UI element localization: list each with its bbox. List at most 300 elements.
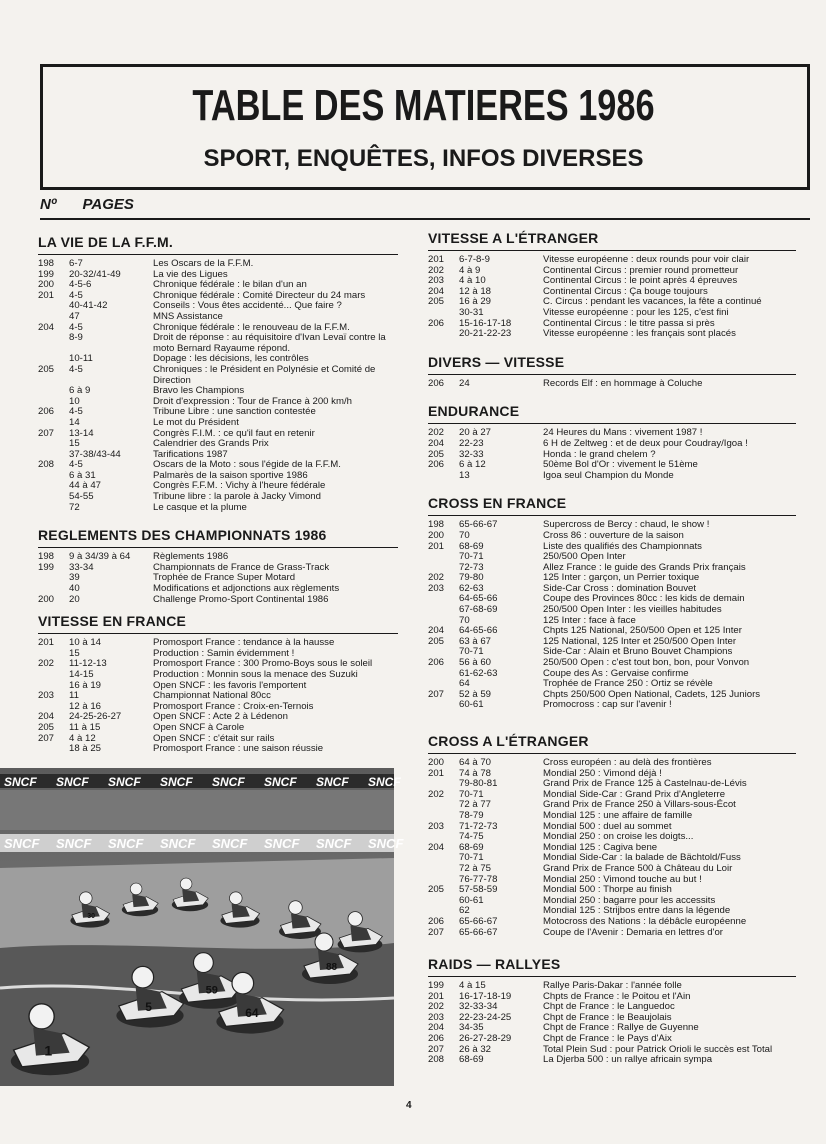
issue-number: 208 [428, 1054, 445, 1066]
section-rule [428, 250, 796, 251]
toc-row [428, 329, 796, 340]
page-range: 18 à 25 [69, 743, 102, 755]
article-title: Chpt de France : le Beaujolais [543, 1011, 672, 1023]
toc-row [38, 365, 398, 386]
page-range: 65-66-67 [459, 519, 498, 531]
page-range: 4 à 15 [459, 980, 486, 992]
page-range: 10-11 [69, 353, 93, 365]
page-range: 26 à 32 [459, 1043, 492, 1055]
page-range: 20-32/41-49 [69, 268, 121, 280]
issue-number: 204 [428, 625, 445, 637]
issue-number: 200 [428, 529, 445, 541]
sncf-banner-text: SNCF [368, 836, 404, 851]
page-range: 40-41-42 [69, 300, 108, 312]
issue-number [428, 594, 459, 605]
section-rule [428, 753, 796, 754]
issue-number [428, 308, 459, 319]
issue-number [428, 864, 459, 875]
toc-section [428, 230, 796, 340]
toc-row [38, 723, 398, 734]
section-title: CROSS EN FRANCE [428, 495, 567, 512]
issue-number: 204 [38, 711, 55, 723]
issue-number: 205 [428, 448, 445, 460]
article-title: Continental Circus : Ça bouge toujours [543, 285, 708, 297]
article-title: MNS Assistance [153, 310, 223, 322]
article-title: Tarifications 1987 [153, 448, 228, 460]
page-range: 64 [459, 678, 470, 690]
toc-row [38, 595, 398, 606]
issue-number: 200 [428, 757, 445, 768]
page-range: 56 à 60 [459, 657, 492, 669]
article-title: Continental Circus : le titre passa si près [543, 317, 715, 329]
article-title: 6 H de Zeltweg : et de deux pour Coudray/Igoa ! [543, 437, 748, 449]
page-range: 26-27-28-29 [459, 1033, 512, 1045]
article-title: Igoa seul Champion du Monde [543, 469, 674, 481]
article-title: 24 Heures du Mans : vivement 1987 ! [543, 427, 703, 439]
page-range: 4 à 10 [459, 275, 486, 287]
article-title: Chronique fédérale : le bilan d'un an [153, 279, 307, 291]
article-title: Grand Prix de France 250 à Villars-sous-Écot [543, 799, 736, 811]
issue-number: 204 [428, 841, 445, 853]
page-range: 68-69 [459, 540, 484, 552]
page-range: 11-12-13 [69, 658, 107, 670]
article-title: Mondial Side-Car : la balade de Bächtold/Fuss [543, 852, 741, 864]
issue-number [428, 811, 459, 822]
article-title: C. Circus : pendant les vacances, la fête a continué [543, 296, 762, 308]
page-range: 11 à 15 [69, 721, 101, 733]
toc-row [428, 928, 796, 939]
page-range: 34-35 [459, 1022, 484, 1034]
article-title: Side-Car Cross : domination Bouvet [543, 582, 697, 594]
page-range: 76-77-78 [459, 873, 498, 885]
section-title: LA VIE DE LA F.F.M. [38, 234, 173, 250]
article-title: Mondial 500 : Thorpe au finish [543, 884, 672, 896]
toc-section [38, 234, 398, 513]
sncf-banner-text: SNCF [160, 775, 193, 789]
page-range: 16-17-18-19 [459, 990, 512, 1002]
page-range: 62 [459, 905, 470, 917]
article-title: Mondial 500 : duel au sommet [543, 820, 672, 832]
toc-row [428, 700, 796, 711]
article-title: Total Plein Sud : pour Patrick Orioli le succès est Total [543, 1043, 773, 1055]
page-range: 14 [69, 416, 80, 428]
toc-section [428, 403, 796, 481]
issue-number: 201 [428, 254, 445, 265]
article-title: 250/500 Open Inter : les vieilles habitudes [543, 604, 722, 616]
page-range: 68-69 [459, 841, 484, 853]
issue-number: 205 [428, 296, 445, 308]
page-range: 40 [69, 583, 80, 595]
article-title: Promosport France : tendance à la hausse [153, 637, 335, 649]
section-rule [38, 254, 398, 255]
page-range: 63 à 67 [459, 635, 492, 647]
section-title: RAIDS — RALLYES [428, 956, 561, 973]
page-range: 10 [69, 395, 80, 407]
page-number: 4 [406, 1100, 412, 1111]
issue-number: 200 [38, 279, 55, 291]
article-title: Oscars de la Moto : sous l'égide de la F.F.M. [153, 459, 341, 471]
issue-number: 198 [38, 551, 55, 563]
article-title: Droit d'expression : Tour de France à 200 km/h [153, 395, 352, 407]
issue-number [38, 333, 69, 354]
page-range: 6 à 12 [459, 459, 486, 471]
toc-row [428, 308, 796, 319]
article-title: Tribune libre : la parole à Jacky Vimond [153, 491, 321, 503]
issue-number [428, 471, 459, 482]
toc-row [38, 259, 398, 270]
issue-number [428, 605, 459, 616]
issue-number: 198 [428, 519, 445, 531]
article-title: Cross 86 : ouverture de la saison [543, 529, 684, 541]
page-range: 65-66-67 [459, 926, 498, 938]
issue-number: 201 [428, 767, 445, 779]
issue-number: 201 [428, 990, 445, 1002]
page-range: 13-14 [69, 427, 94, 439]
toc-row [38, 333, 398, 354]
toc-row [428, 1055, 796, 1066]
article-title: Vitesse européenne : deux rounds pour voir clair [543, 254, 750, 265]
article-title: Coupe de l'Avenir : Demaria en lettres d'or [543, 926, 723, 938]
page-range: 61-62-63 [459, 667, 498, 679]
page-range: 4-5-6 [69, 279, 92, 291]
page-range: 54-55 [69, 491, 94, 503]
issue-number: 208 [38, 459, 55, 471]
issue-number: 207 [428, 1043, 445, 1055]
article-title: Trophée de France 250 : Ortiz se révèle [543, 678, 713, 690]
article-title: Dopage : les décisions, les contrôles [153, 353, 309, 365]
issue-number [38, 439, 69, 450]
article-title: Motocross des Nations : la débâcle européenne [543, 915, 747, 927]
article-title: 50ème Bol d'Or : vivement le 51ème [543, 459, 698, 471]
article-title: Promosport France : 300 Promo-Boys sous le soleil [153, 658, 373, 670]
article-title: Mondial 250 : Vimond touche au but ! [543, 873, 702, 885]
article-title: Open SNCF : les favoris l'emportent [153, 679, 307, 691]
article-title: Chronique fédérale : le renouveau de la F.F.M. [153, 321, 350, 333]
page-range: 6-7-8-9 [459, 254, 490, 265]
page-range: 20-21-22-23 [459, 328, 512, 340]
issue-number [428, 800, 459, 811]
article-title: Continental Circus : le point après 4 épreuves [543, 275, 738, 287]
toc-row [428, 531, 796, 542]
toc-row [38, 312, 398, 323]
page-range: 71-72-73 [459, 820, 498, 832]
article-title: 125 National, 125 Inter et 250/500 Open Inter [543, 635, 737, 647]
article-title: 125 Inter : garçon, un Perrier toxique [543, 572, 700, 584]
article-title: Chpts 250/500 Open National, Cadets, 125 Juniors [543, 688, 761, 700]
sncf-banner-text: SNCF [108, 836, 144, 851]
section-rule [428, 374, 796, 375]
page-range: 4 à 9 [459, 264, 481, 276]
issue-number: 202 [428, 788, 445, 800]
page-range: 47 [69, 310, 80, 322]
page-range: 33-34 [69, 561, 94, 573]
issue-number: 207 [38, 732, 55, 744]
issue-number: 205 [38, 363, 55, 375]
issue-number: 203 [38, 690, 55, 702]
sncf-banner-text: SNCF [108, 775, 141, 789]
article-title: Tribune Libre : une sanction contestée [153, 406, 316, 418]
sncf-banner-text: SNCF [4, 775, 37, 789]
section-rule [428, 976, 796, 977]
article-title: Promosport France : une saison réussie [153, 743, 324, 755]
toc-row [38, 418, 398, 429]
page-range: 15 [69, 438, 80, 450]
issue-number: 203 [428, 582, 445, 594]
toc-section [428, 733, 796, 938]
col-pages-label: PAGES [82, 196, 134, 213]
issue-number [428, 329, 459, 340]
article-title: Liste des qualifiés des Championnats [543, 540, 702, 552]
sncf-banner-text: SNCF [212, 836, 248, 851]
issue-number: 207 [428, 688, 445, 700]
issue-number [428, 896, 459, 907]
page-range: 30-31 [459, 306, 484, 318]
page-range: 16 à 19 [69, 679, 102, 691]
article-title: Open SNCF : Acte 2 à Lédenon [153, 711, 288, 723]
section-rule [38, 633, 398, 634]
article-title: Challenge Promo-Sport Continental 1986 [153, 593, 329, 605]
page-range: 72 [69, 501, 80, 513]
toc-row [428, 471, 796, 482]
page-range: 70-71 [459, 551, 484, 563]
issue-number: 206 [428, 1033, 445, 1045]
issue-number: 205 [428, 635, 445, 647]
page-range: 10 à 14 [69, 637, 102, 649]
issue-number: 203 [428, 1011, 445, 1023]
page-range: 60-61 [459, 699, 484, 711]
toc-row [428, 864, 796, 875]
page-range: 70 [459, 614, 470, 626]
section-rule [38, 547, 398, 548]
article-title: Vitesse européenne : pour les 125, c'est fini [543, 306, 729, 318]
article-title: Honda : le grand chelem ? [543, 448, 656, 460]
article-title: Side-Car : Alain et Bruno Bouvet Champions [543, 646, 733, 658]
page-range: 4-5 [69, 406, 83, 418]
article-title: Mondial 125 : une affaire de famille [543, 809, 693, 821]
article-title: Droit de réponse : au réquisitoire d'Ivan Levaï contre la moto Bernard Rayaume répond. [153, 332, 386, 354]
page-range: 74 à 78 [459, 767, 492, 779]
toc-section [38, 527, 398, 605]
article-title: Trophée de France Super Motard [153, 572, 296, 584]
issue-number [38, 573, 69, 584]
sncf-banner-text: SNCF [264, 775, 297, 789]
issue-number: 199 [38, 561, 55, 573]
page-range: 11 [69, 690, 79, 702]
article-title: Production : Samin évidemment ! [153, 647, 295, 659]
article-title: Vitesse européenne : les français sont placés [543, 328, 736, 340]
article-title: Promosport France : Croix-en-Ternois [153, 700, 314, 712]
page-range: 79-80-81 [459, 778, 498, 790]
page-range: 70-71 [459, 646, 484, 658]
page-range: 4-5 [69, 363, 83, 375]
article-title: Le casque et la plume [153, 501, 247, 513]
issue-number [38, 503, 69, 514]
issue-number [38, 481, 69, 492]
article-title: Palmarès de la saison sportive 1986 [153, 469, 308, 481]
issue-number: 200 [38, 593, 55, 605]
article-title: Championnats de France de Grass-Track [153, 561, 330, 573]
article-title: Congrès F.I.M. : ce qu'il faut en retenir [153, 427, 315, 439]
sncf-banner-text: SNCF [212, 775, 245, 789]
sncf-banner-text: SNCF [56, 775, 89, 789]
article-title: 250/500 Open Inter [543, 551, 626, 563]
article-title: Chpt de France : le Languedoc [543, 1001, 675, 1013]
sncf-banner-text: SNCF [4, 836, 40, 851]
article-title: 250/500 Open : c'est tout bon, bon, pour Vonvon [543, 657, 750, 669]
sncf-banner-text: SNCF [160, 836, 196, 851]
page-range: 72 à 75 [459, 862, 492, 874]
section-rule [428, 423, 796, 424]
toc-row [38, 503, 398, 514]
toc-row [428, 439, 796, 450]
bike-number: 1 [44, 1042, 53, 1059]
page-range: 70-71 [459, 788, 484, 800]
article-title: Calendrier des Grands Prix [153, 438, 269, 450]
section-title: DIVERS — VITESSE [428, 353, 565, 370]
page-range: 52 à 59 [459, 688, 492, 700]
page-range: 16 à 29 [459, 296, 492, 308]
page-range: 68-69 [459, 1054, 484, 1066]
issue-number [38, 386, 69, 397]
page-range: 4-5 [69, 459, 83, 471]
page-range: 15 [69, 647, 80, 659]
page-range: 4-5 [69, 289, 83, 301]
toc-section [38, 613, 398, 755]
page-range: 78-79 [459, 809, 484, 821]
sncf-banner-text: SNCF [264, 836, 300, 851]
racing-photo [0, 768, 404, 1086]
toc-section [428, 956, 796, 1066]
sncf-banner-text: SNCF [56, 836, 92, 851]
issue-number [38, 471, 69, 482]
section-title: VITESSE A L'ÉTRANGER [428, 230, 599, 246]
issue-number: 205 [38, 721, 55, 733]
issue-number: 206 [428, 915, 445, 927]
page-range: 64-65-66 [459, 593, 498, 605]
page-title: TABLE DES MATIERES 1986 [192, 81, 655, 130]
toc-section [428, 354, 796, 390]
toc-row [38, 670, 398, 681]
article-title: Mondial 125 : Cagiva bene [543, 841, 658, 853]
article-title: Le mot du Président [153, 416, 239, 428]
page-range: 60-61 [459, 894, 484, 906]
page-range: 12 à 16 [69, 700, 102, 712]
article-title: Mondial Side-Car : Grand Prix d'Angleterre [543, 788, 726, 800]
page-range: 39 [69, 572, 80, 584]
article-title: Rallye Paris-Dakar : l'année folle [543, 980, 682, 992]
sncf-banner-text: SNCF [316, 836, 352, 851]
issue-number [38, 312, 69, 323]
issue-number: 205 [428, 884, 445, 896]
issue-number: 207 [428, 926, 445, 938]
issue-number: 206 [428, 459, 445, 471]
issue-number: 204 [428, 285, 445, 297]
left-column [38, 234, 398, 755]
bike-number: 30 [87, 912, 95, 920]
page-range: 12 à 18 [459, 285, 492, 297]
article-title: La Djerba 500 : un rallye africain sympa [543, 1054, 713, 1066]
issue-number [428, 669, 459, 680]
page-range: 32-33 [459, 448, 484, 460]
toc-row [428, 379, 796, 390]
article-title: Modifications et adjonctions aux règlements [153, 583, 340, 595]
page-range: 8-9 [69, 332, 83, 344]
article-title: Open SNCF à Carole [153, 721, 245, 733]
issue-number: 204 [38, 321, 55, 333]
toc-row [428, 758, 796, 769]
issue-number: 204 [428, 437, 445, 449]
issue-number: 199 [428, 980, 445, 992]
page-subtitle: SPORT, ENQUÊTES, INFOS DIVERSES [203, 145, 644, 172]
page-range: 72-73 [459, 561, 484, 573]
article-title: Chpts de France : le Poitou et l'Ain [543, 990, 691, 1002]
article-title: Coupe des As : Gervaise confirme [543, 667, 689, 679]
article-title: Chpt de France : Rallye de Guyenne [543, 1022, 699, 1034]
page-range: 4-5 [69, 321, 83, 333]
page-range: 22-23-24-25 [459, 1011, 512, 1023]
article-title: Chroniques : le Président en Polynésie et Comité de Direction [153, 363, 376, 386]
issue-number [38, 301, 69, 312]
article-title: Open SNCF : c'était sur rails [153, 732, 275, 744]
issue-number: 203 [428, 275, 445, 287]
article-title: Les Oscars de la F.F.M. [153, 258, 254, 269]
article-title: Règlements 1986 [153, 551, 229, 563]
article-title: Bravo les Champions [153, 385, 245, 397]
issue-number: 207 [38, 427, 55, 439]
issue-number: 201 [38, 289, 55, 301]
article-title: Cross européen : au delà des frontières [543, 757, 712, 768]
column-header [40, 196, 810, 220]
page-range: 4 à 12 [69, 732, 96, 744]
issue-number: 206 [428, 657, 445, 669]
bike-number: 88 [326, 962, 338, 973]
issue-number [428, 700, 459, 711]
article-title: Coupe des Provinces 80cc : les kids de demain [543, 593, 745, 605]
article-title: Chpt de France : le Pays d'Aix [543, 1033, 672, 1045]
toc-row [38, 744, 398, 755]
issue-number: 202 [428, 427, 445, 439]
article-title: La vie des Ligues [153, 268, 228, 280]
issue-number: 198 [38, 258, 55, 269]
page-range: 32-33-34 [459, 1001, 498, 1013]
section-rule [428, 515, 796, 516]
issue-number: 199 [38, 268, 55, 280]
article-title: Supercross de Bercy : chaud, le show ! [543, 519, 710, 531]
issue-number [38, 670, 69, 681]
bike-number: 64 [245, 1005, 259, 1020]
page-range: 57-58-59 [459, 884, 498, 896]
page-range: 24-25-26-27 [69, 711, 122, 723]
section-title: CROSS A L'ÉTRANGER [428, 733, 589, 749]
issue-number: 204 [428, 1022, 445, 1034]
page-range: 20 à 27 [459, 427, 492, 439]
toc-row [428, 811, 796, 822]
page-range: 22-23 [459, 437, 484, 449]
issue-number: 206 [428, 377, 445, 389]
article-title: Championnat National 80cc [153, 690, 271, 702]
article-title: Allez France : le guide des Grands Prix français [543, 561, 746, 573]
page-range: 44 à 47 [69, 480, 102, 492]
toc-row [428, 917, 796, 928]
right-column [428, 230, 796, 1066]
toc-row [428, 255, 796, 266]
article-title: Mondial 250 : Vimond déjà ! [543, 767, 662, 779]
page-range: 70-71 [459, 852, 484, 864]
issue-number: 202 [38, 658, 55, 670]
article-title: Mondial 250 : bagarre pour les accessits [543, 894, 716, 906]
issue-number [38, 418, 69, 429]
article-title: Production : Monnin sous la menace des Suzuki [153, 669, 358, 680]
